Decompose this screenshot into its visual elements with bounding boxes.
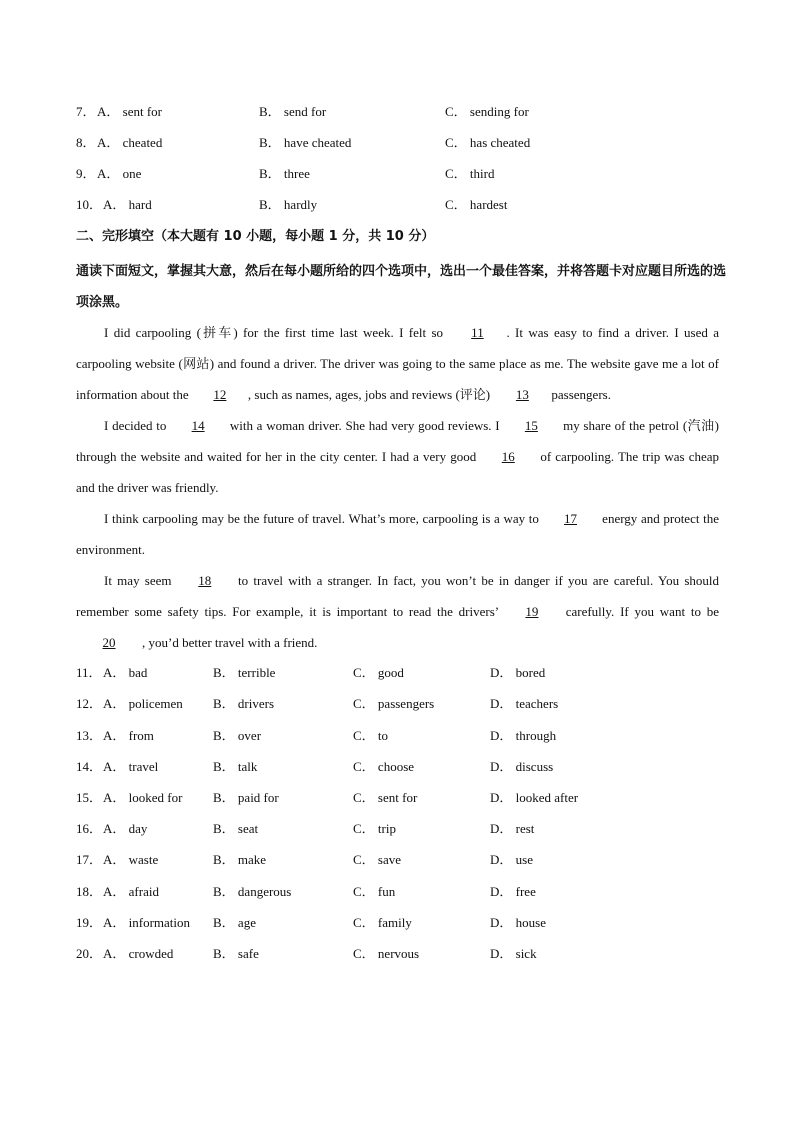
option-a: A． crowded — [103, 946, 174, 961]
option-b: B． hardly — [259, 197, 318, 212]
blank-14: 14 — [191, 418, 205, 433]
option-a: A． one — [97, 166, 142, 181]
section-instructions: 通读下面短文，掌握其大意，然后在每小题所给的四个选项中，选出一个最佳答案，并将答题卡对应题目所选的选项涂黑。 — [76, 264, 727, 310]
passage-text: It may seem — [104, 573, 177, 588]
passage-paragraph — [76, 503, 719, 565]
option-b: B． send for — [259, 104, 327, 119]
option-b: B． make — [213, 852, 267, 867]
option-b: B． three — [259, 166, 310, 181]
passage-text: I did carpooling (拼车) for the first time last week. I felt so — [104, 325, 449, 340]
passage-text: with a woman driver. She had very good reviews. I — [226, 418, 504, 433]
option-b: B． terrible — [213, 665, 276, 680]
option-b: B． have cheated — [259, 135, 352, 150]
option-c: C． good — [353, 665, 404, 680]
question-number: 18． — [76, 884, 103, 899]
option-c: C． fun — [353, 884, 396, 899]
option-a: A． day — [103, 821, 148, 836]
question-number: 16． — [76, 821, 103, 836]
option-c: C． to — [353, 728, 389, 743]
option-c: C． sending for — [445, 104, 529, 119]
question-number: 8． — [76, 135, 96, 150]
passage-paragraph — [76, 317, 719, 410]
option-d: D． rest — [490, 821, 535, 836]
passage-text: I decided to — [104, 418, 171, 433]
question-number: 7． — [76, 104, 96, 119]
passage-text: of carpooling. The trip was cheap and the driver was friendly. — [76, 449, 720, 495]
passage-text: carefully. If you want to be — [559, 604, 719, 619]
passage-paragraph — [76, 410, 719, 503]
option-b: B． safe — [213, 946, 259, 961]
blank-13: 13 — [515, 387, 529, 402]
section-heading: 二、完形填空（本大题有 10 小题，每小题 1 分，共 10 分） — [76, 229, 435, 244]
option-c: C． sent for — [353, 790, 418, 805]
option-a: A． policemen — [103, 696, 183, 711]
option-d: D． through — [490, 728, 557, 743]
cloze-passage — [76, 317, 719, 658]
option-b: B． paid for — [213, 790, 279, 805]
question-number: 12． — [76, 696, 103, 711]
option-d: D． use — [490, 852, 533, 867]
option-c: C． choose — [353, 759, 415, 774]
option-a: A． information — [103, 915, 191, 930]
question-number: 19． — [76, 915, 103, 930]
passage-text: passengers. — [551, 387, 611, 402]
option-d: D． sick — [490, 946, 537, 961]
option-c: C． family — [353, 915, 412, 930]
question-number: 20． — [76, 946, 103, 961]
question-number: 13． — [76, 728, 103, 743]
blank-18: 18 — [198, 573, 212, 588]
option-c: C． save — [353, 852, 402, 867]
option-a: A． travel — [103, 759, 159, 774]
option-c: C． third — [445, 166, 495, 181]
option-a: A． looked for — [103, 790, 183, 805]
option-b: B． over — [213, 728, 262, 743]
option-c: C． has cheated — [445, 135, 531, 150]
blank-12: 12 — [213, 387, 227, 402]
question-number: 11． — [76, 665, 102, 680]
option-b: B． drivers — [213, 696, 275, 711]
blank-17: 17 — [564, 511, 578, 526]
option-d: D． bored — [490, 665, 546, 680]
blank-15: 15 — [524, 418, 538, 433]
option-d: D． teachers — [490, 696, 559, 711]
question-number: 15． — [76, 790, 103, 805]
passage-text: to travel with a stranger. In fact, you won’t be in danger if you are careful. You should remember some safety tips. For example, it is important to read the drivers’ — [76, 573, 719, 619]
blank-19: 19 — [525, 604, 539, 619]
passage-text: , such as names, ages, jobs and reviews (评论) — [247, 387, 494, 402]
passage-text: I think carpooling may be the future of travel. What’s more, carpooling is a way to — [104, 511, 543, 526]
passage-text: , you’d better travel with a friend. — [142, 635, 318, 650]
passage-text: energy and protect the environment. — [76, 511, 719, 557]
question-number: 14． — [76, 759, 103, 774]
option-d: D． discuss — [490, 759, 554, 774]
option-c: C． hardest — [445, 197, 508, 212]
blank-11: 11 — [471, 325, 484, 340]
question-number: 9． — [76, 166, 96, 181]
option-a: A． from — [103, 728, 154, 743]
option-d: D． house — [490, 915, 546, 930]
blank-16: 16 — [501, 449, 515, 464]
option-a: A． waste — [103, 852, 159, 867]
option-a: A． afraid — [103, 884, 159, 899]
question-number: 17． — [76, 852, 103, 867]
option-a: A． hard — [103, 197, 152, 212]
option-b: B． seat — [213, 821, 259, 836]
option-a: A． cheated — [97, 135, 163, 150]
option-d: D． looked after — [490, 790, 579, 805]
question-number: 10． — [76, 197, 103, 212]
option-c: C． trip — [353, 821, 396, 836]
option-c: C． passengers — [353, 696, 435, 711]
option-b: B． talk — [213, 759, 258, 774]
option-c: C． nervous — [353, 946, 420, 961]
passage-text: . It was easy to find a driver. I used a carpooling website (网站) and found a driver. The driver was going to the same place as me. The website gave me a lot of information about the — [76, 325, 719, 402]
passage-paragraph — [76, 565, 719, 658]
option-d: D． free — [490, 884, 536, 899]
option-a: A． bad — [103, 665, 148, 680]
option-b: B． age — [213, 915, 256, 930]
option-b: B． dangerous — [213, 884, 292, 899]
option-a: A． sent for — [97, 104, 162, 119]
passage-text: my share of the petrol (汽油) through the website and waited for her in the city center. I had a very good — [76, 418, 719, 464]
blank-20: 20 — [102, 635, 116, 650]
